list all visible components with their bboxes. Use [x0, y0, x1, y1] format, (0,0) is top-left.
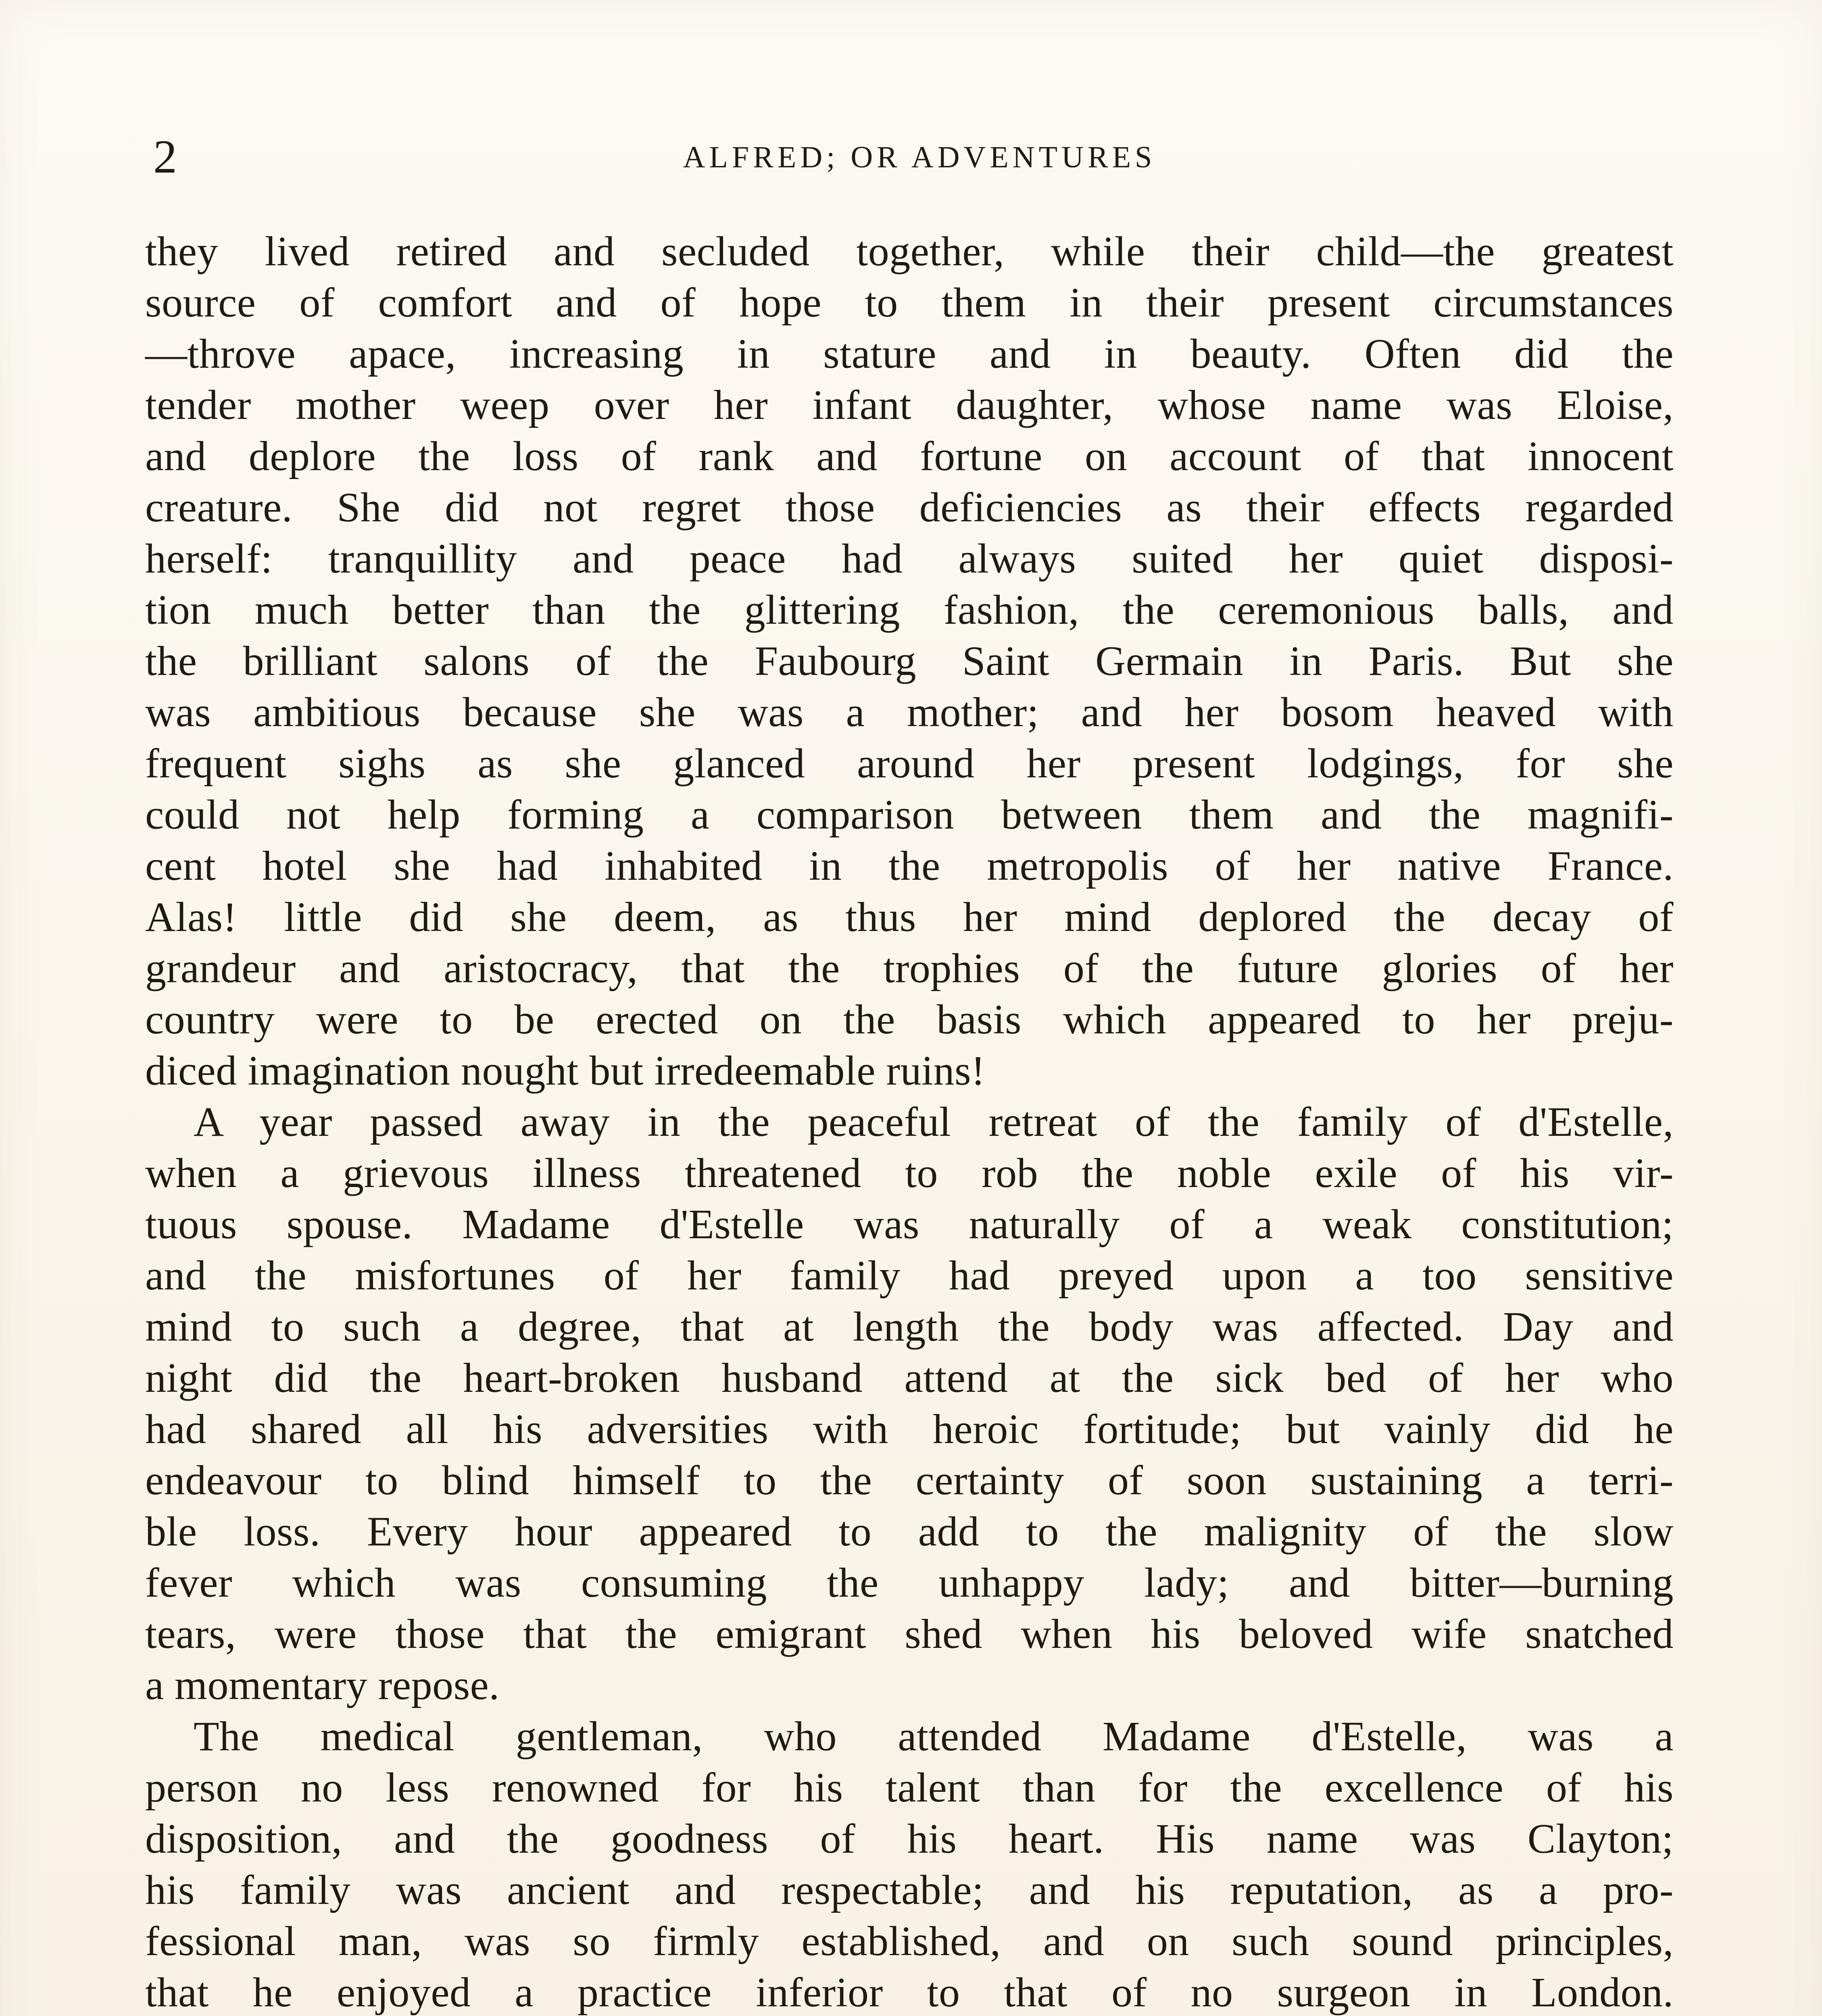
- text-line: could not help forming a comparison between them and the magnifi-: [145, 791, 1674, 838]
- text-line: tion much better than the glittering fashion, the ceremonious balls, and: [145, 587, 1674, 633]
- text-column: [145, 226, 1674, 2016]
- text-line: his family was ancient and respectable; and his reputation, as a pro-: [145, 1867, 1674, 1913]
- text-line: A year passed away in the peaceful retreat of the family of d'Estelle,: [194, 1099, 1674, 1145]
- text-line: —throve apace, increasing in stature and in beauty. Often did the: [145, 331, 1674, 377]
- text-line: ble loss. Every hour appeared to add to the malignity of the slow: [145, 1508, 1674, 1555]
- text-line: was ambitious because she was a mother; and her bosom heaved with: [145, 689, 1674, 735]
- page-number: 2: [153, 130, 178, 183]
- text-line: fever which was consuming the unhappy lady; and bitter—burning: [145, 1560, 1674, 1606]
- text-line: The medical gentleman, who attended Madame d'Estelle, was a: [194, 1713, 1674, 1760]
- paragraph-2: [145, 1096, 1674, 1711]
- text-line: source of comfort and of hope to them in their present circumstances: [145, 279, 1674, 326]
- text-line: diced imagination nought but irredeemable ruins!: [145, 1048, 986, 1094]
- text-line: creature. She did not regret those deficiencies as their effects regarded: [145, 484, 1674, 531]
- text-line: herself: tranquillity and peace had always suited her quiet disposi-: [145, 535, 1674, 582]
- text-line: tender mother weep over her infant daughter, whose name was Eloise,: [145, 382, 1674, 428]
- text-line: the brilliant salons of the Faubourg Saint Germain in Paris. But she: [145, 638, 1674, 684]
- text-line: night did the heart-broken husband attend at the sick bed of her who: [145, 1355, 1674, 1401]
- text-line: that he enjoyed a practice inferior to that of no surgeon in London.: [145, 1969, 1674, 2016]
- text-line: country were to be erected on the basis which appeared to her preju-: [145, 996, 1674, 1043]
- text-line: endeavour to blind himself to the certainty of soon sustaining a terri-: [145, 1457, 1674, 1504]
- text-line: and the misfortunes of her family had preyed upon a too sensitive: [145, 1252, 1674, 1299]
- text-line: and deplore the loss of rank and fortune on account of that innocent: [145, 433, 1674, 479]
- text-line: a momentary repose.: [145, 1662, 500, 1708]
- text-line: mind to such a degree, that at length the body was affected. Day and: [145, 1304, 1674, 1350]
- page-header: [153, 130, 1686, 194]
- running-head: ALFRED; OR ADVENTURES: [683, 140, 1156, 174]
- text-line: grandeur and aristocracy, that the trophies of the future glories of her: [145, 945, 1674, 991]
- paragraph-3: [145, 1711, 1674, 2016]
- text-line: Alas! little did she deem, as thus her mind deplored the decay of: [145, 894, 1674, 940]
- text-line: tears, were those that the emigrant shed when his beloved wife snatched: [145, 1611, 1674, 1657]
- text-line: they lived retired and secluded together, while their child—the greatest: [145, 228, 1674, 275]
- text-line: had shared all his adversities with heroic fortitude; but vainly did he: [145, 1406, 1674, 1452]
- text-line: person no less renowned for his talent than for the excellence of his: [145, 1764, 1674, 1811]
- text-line: disposition, and the goodness of his heart. His name was Clayton;: [145, 1816, 1674, 1862]
- paragraph-1: [145, 226, 1674, 1096]
- text-line: fessional man, was so firmly established, and on such sound principles,: [145, 1918, 1674, 1964]
- text-line: tuous spouse. Madame d'Estelle was naturally of a weak constitution;: [145, 1201, 1674, 1248]
- text-line: frequent sighs as she glanced around her present lodgings, for she: [145, 740, 1674, 787]
- text-line: cent hotel she had inhabited in the metropolis of her native France.: [145, 843, 1674, 889]
- text-line: when a grievous illness threatened to rob the noble exile of his vir-: [145, 1150, 1674, 1196]
